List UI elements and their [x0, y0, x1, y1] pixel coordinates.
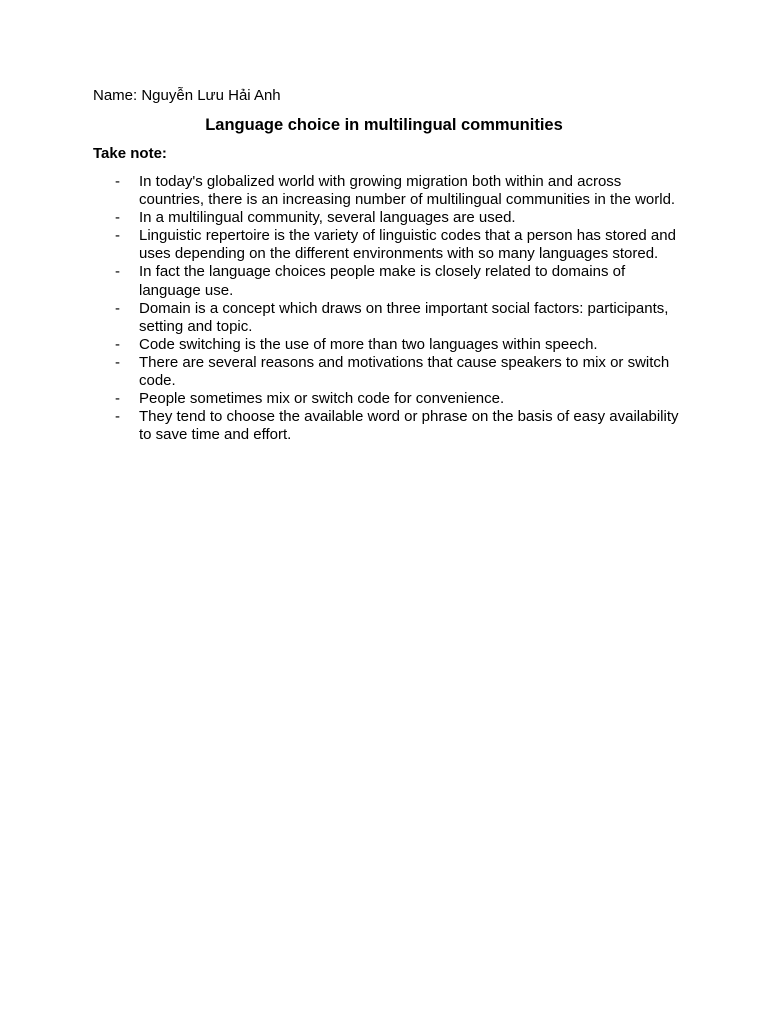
note-text: Linguistic repertoire is the variety of linguistic codes that a person has stored and uses depending on the different environments with so many languages stored. — [139, 227, 676, 263]
notes-list — [0, 173, 768, 444]
note-text: Domain is a concept which draws on three important social factors: participants, setting and topic. — [139, 299, 669, 335]
bullet-dash: - — [115, 353, 120, 371]
bullet-dash: - — [115, 209, 120, 227]
bullet-dash: - — [115, 390, 120, 408]
bullet-dash: - — [115, 408, 120, 426]
list-item — [0, 408, 679, 444]
page-title: Language choice in multilingual communities — [205, 116, 563, 134]
bullet-dash: - — [115, 173, 120, 190]
list-item — [0, 300, 679, 336]
section-label: Take note: — [93, 145, 167, 162]
list-item — [0, 390, 679, 408]
bullet-dash: - — [115, 299, 120, 317]
note-text: There are several reasons and motivations that cause speakers to mix or switch code. — [139, 353, 670, 390]
list-item — [0, 209, 679, 227]
list-item — [0, 336, 679, 354]
note-text: In a multilingual community, several languages are used. — [139, 209, 516, 227]
list-item — [0, 354, 679, 390]
note-text: People sometimes mix or switch code for convenience. — [139, 390, 505, 408]
bullet-dash: - — [115, 263, 120, 281]
note-text: They tend to choose the available word or phrase on the basis of easy availability to save time and effort. — [139, 408, 679, 444]
bullet-dash: - — [115, 335, 120, 353]
note-text: Code switching is the use of more than two languages within speech. — [139, 335, 598, 353]
note-text: In today's globalized world with growing migration both within and across countries, there is an increasing number of multilingual communities in the world. — [139, 173, 676, 209]
note-text: In fact the language choices people make is closely related to domains of language use. — [139, 263, 626, 299]
author-name: Name: Nguyễn Lưu Hải Anh — [93, 87, 281, 104]
bullet-dash: - — [115, 227, 120, 245]
list-item — [0, 263, 679, 299]
list-item — [0, 173, 679, 209]
list-item — [0, 227, 679, 263]
